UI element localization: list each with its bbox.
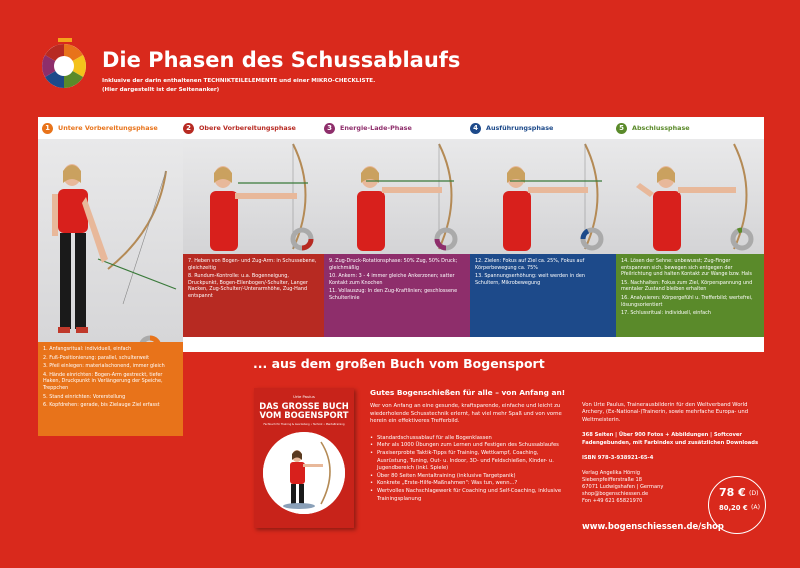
phase-1-item: 1. Anfangsritual: individuell, einfach	[43, 346, 132, 352]
phase-box-3	[324, 254, 470, 337]
list-item: • Mehr als 1000 Übungen zum Lernen und Festigen des Schussablaufes	[370, 442, 570, 450]
cover-archer-illustration	[263, 432, 345, 514]
phase-1-item: 3. Pfeil einlegen: materialschonend, immer gleich	[43, 363, 165, 370]
price-austria: 80,20 €	[719, 504, 748, 512]
phase-label-4: Ausführungsphase	[486, 124, 554, 132]
phase-box-5	[616, 254, 764, 337]
phase-donut-2	[290, 227, 314, 251]
phase-1-item: 4. Hände einrichten: Bogen-Arm gestreckt, tiefer Haken, Druckpunkt in Verlängerung der Speiche, Treppchen	[43, 371, 163, 391]
price-germany: 78 €	[719, 486, 746, 499]
description-intro: Wer von Anfang an eine gesunde, kraftsparende, einfache und leicht zu wiederholende Schusstechnik erlernt, hat viel mehr Spaß und von vorne herein ein effektiveres Trefferbild.	[370, 403, 562, 425]
archer-illustration-1	[38, 139, 183, 364]
book-cover-photo	[263, 432, 345, 514]
list-item: • Über 80 Seiten Mentaltraining (inklusive Targetpanik)	[370, 473, 570, 481]
list-item: • Wertvolles Nachschlagewerk für Coaching und Self-Coaching, inklusive Trainingsplanung	[370, 488, 570, 503]
phase-5-item: 14. Lösen der Sehne: unbewusst; Zug-Finger entspannen sich, bewegen sich entgegen der Pfeilrichtung und halten Kontakt zur Wange bzw. Hals	[621, 258, 752, 278]
phase-5-item: 16. Analysieren: Körpergefühl u. Trefferbild; wertefrei, lösungsorientiert	[621, 294, 753, 308]
phase-3-item: 11. Vollauszug: In den Zug-Kraftlinien; geschlossene Schulterlinie	[329, 288, 458, 301]
page-title: Die Phasen des Schussablaufs	[102, 48, 461, 72]
phase-label-2: Obere Vorbereitungsphase	[199, 124, 296, 132]
phase-2-item: 8. Rundum-Kontrolle: u.a. Bogenneigung, Druckpunkt, Bogen-Ellenbogen/-Schulter, Langer Nacken, Zug-Schulter/-Unterarmhöhe, Zug-Hand entspannt	[188, 273, 308, 299]
phase-5-item: 17. Schlussritual: individuell, einfach	[621, 310, 711, 317]
phase-donut-5	[730, 227, 754, 251]
publisher-email[interactable]: shop@bogenschiessen.de	[582, 490, 649, 497]
phase-number-4: 4	[470, 123, 481, 134]
phase-photo-1	[38, 139, 183, 364]
phase-label-1: Untere Vorbereitungsphase	[58, 124, 158, 132]
phase-4-item: 13. Spannungserhöhung: weit werden in den Schultern, Mikrobewegung	[475, 273, 585, 286]
publisher-phone: Fon +49 621 65821970	[582, 497, 643, 504]
phase-3-item: 10. Ankern: 3 - 4 immer gleiche Ankerzonen; satter Kontakt zum Knochen	[329, 273, 455, 286]
subtitle-line-2: (Hier dargestellt ist der Seitenanker)	[102, 87, 220, 93]
book-title	[254, 402, 354, 421]
list-item: • Konkrete „Erste-Hilfe-Maßnahmen": Was tun, wenn...?	[370, 480, 570, 488]
phase-header-2	[179, 117, 324, 139]
phase-donut-3	[434, 227, 458, 251]
phase-donut-4	[580, 227, 604, 251]
phase-label-3: Energie-Lade-Phase	[340, 124, 412, 132]
copyright: © Verlag Angelika Hörnig	[668, 342, 729, 347]
phase-number-5: 5	[616, 123, 627, 134]
phase-header-4	[466, 117, 611, 139]
phase-header-3	[320, 117, 465, 139]
price-germany-label: (D)	[749, 490, 759, 497]
book-specs: 368 Seiten | Über 900 Fotos + Abbildungen | Softcover Fadengebunden, mit Farbindex und zusätzlichen Downloads	[582, 432, 759, 446]
phase-1-item: 5. Stand einrichten: Vorerstellung	[43, 393, 126, 400]
header	[36, 36, 776, 116]
phase-2-item: 7. Heben von Bogen- und Zug-Arm: in Schussebene, gleichzeitig	[188, 258, 317, 271]
phases-panel	[38, 117, 764, 352]
subtitle-line-1: Inklusive der darin enthaltenen TECHNIKTEILELEMENTE und einer MIKRO-CHECKLISTE.	[102, 78, 376, 84]
list-item: • Praxiserprobte Taktik-Tipps für Training, Wettkampf, Coaching, Ausrüstung, Tuning, Out- u. Indoor, 3D- und Feldschießen, Kinder- u. Jugendbereich (inkl. Spiele)	[370, 450, 570, 473]
book-cover[interactable]	[254, 388, 354, 528]
book-title-line-2: VOM BOGENSPORT	[259, 410, 349, 421]
tagline: ... aus dem großen Buch vom Bogensport	[253, 356, 545, 371]
description-heading: Gutes Bogenschießen für alle – von Anfang an!	[370, 388, 566, 397]
price-badge	[708, 476, 766, 534]
phase-3-item: 9. Zug-Druck-Rotationsphase: 50% Zug, 50% Druck; gleichmäßig	[329, 258, 458, 271]
price-austria-label: (A)	[751, 504, 761, 511]
phase-number-1: 1	[42, 123, 53, 134]
phase-header-5	[612, 117, 757, 139]
book-description	[370, 388, 570, 503]
phase-1-item: 2. Fuß-Positionierung: parallel, schulterweit	[43, 354, 150, 361]
publisher-name: Verlag Angelika Hörnig	[582, 470, 641, 477]
phase-1-item: 6. Kopfdrehen: gerade, bis Zielauge Ziel erfasst	[43, 402, 160, 409]
publisher-street: Siebenpfeifferstraße 18	[582, 477, 643, 484]
feature-list	[370, 435, 570, 503]
phase-number-2: 2	[183, 123, 194, 134]
phase-box-1	[38, 342, 183, 436]
list-item: • Standardschussablauf für alle Bogenklassen	[370, 435, 570, 443]
publisher-city: 67071 Ludwigshafen | Germany	[582, 484, 664, 491]
phase-box-2	[183, 254, 324, 337]
book-subtitle: Fachbuch für Training & Ausrüstung • Technik • Mentaltraining	[263, 423, 345, 426]
phase-label-5: Abschlussphase	[632, 124, 690, 132]
author-bio: Von Urte Paulus, Trainerausbilderin für den Weltverband World Archery, (Ex-National-)Trainerin, sowie mehrfache Europa- und Weltmeisterin.	[582, 402, 749, 423]
phase-number-3: 3	[324, 123, 335, 134]
isbn: ISBN 978-3-938921-65-4	[582, 455, 654, 462]
shop-url[interactable]: www.bogenschiessen.de/shop	[582, 521, 724, 531]
book-author: Urte Paulus	[293, 394, 315, 399]
phase-4-item: 12. Zielen: Fokus auf Ziel ca. 25%, Fokus auf Körperbewegung ca. 75%	[475, 258, 585, 271]
color-wheel-logo	[36, 36, 92, 92]
phase-box-4	[470, 254, 616, 337]
phase-5-item: 15. Nachhalten: Fokus zum Ziel, Körperspannung und mentaler Zustand bleiben erhalten	[621, 279, 753, 293]
book-title-line-1: DAS GROSSE BUCH	[259, 401, 349, 411]
phase-header-1	[38, 117, 183, 139]
